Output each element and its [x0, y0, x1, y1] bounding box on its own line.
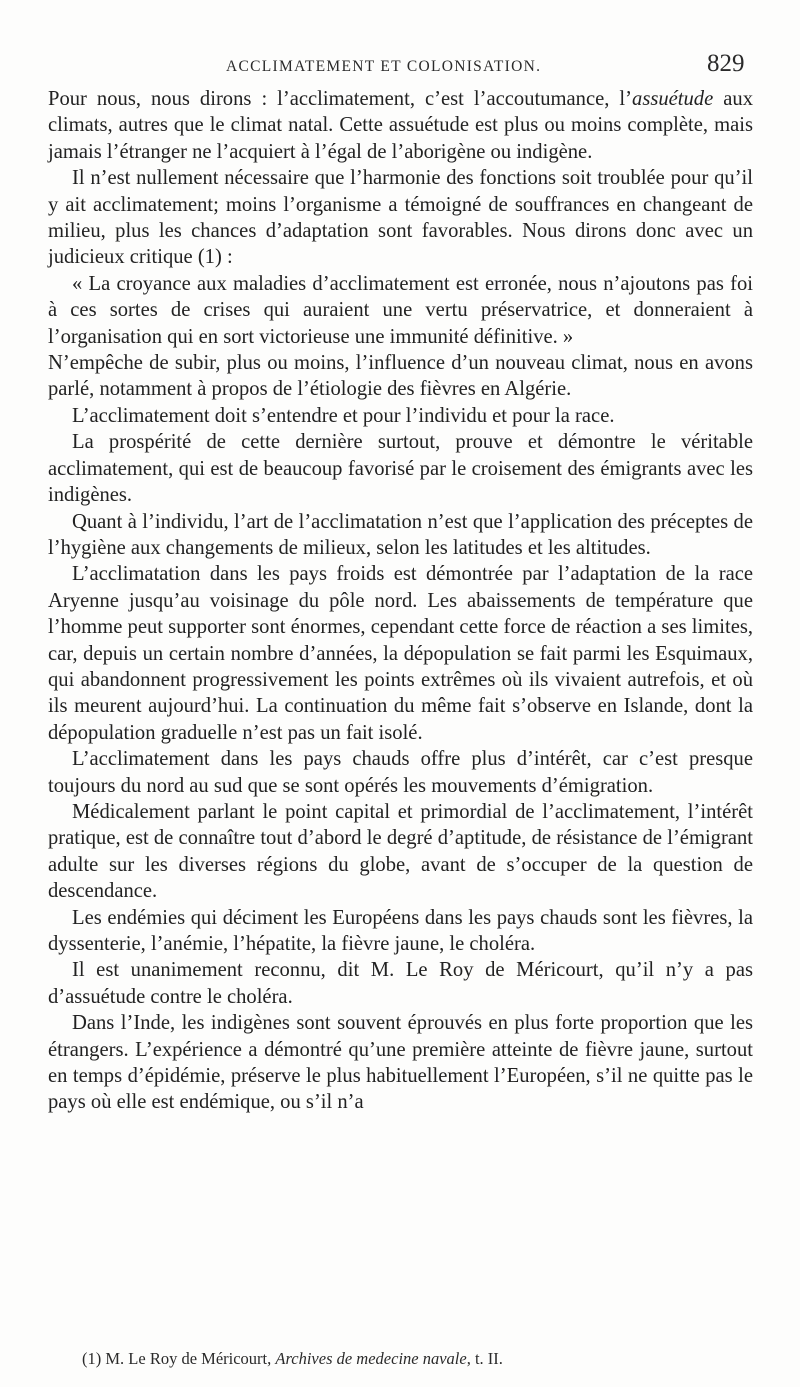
paragraph-2: Il n’est nullement nécessaire que l’harmonie des fonctions soit troublée pour qu’il y ait acclimatement; moins l’organisme a témoigné de souffrances en changeant de milieu, plus les chances d’adaptation sont favorables. Nous dirons donc avec un judicieux critique (1) : — [48, 167, 753, 269]
footnote-end: , t. II. — [466, 1349, 503, 1368]
paragraph-11: Les endémies qui déciment les Européens dans les pays chauds sont les fièvres, la dyssenterie, l’anémie, l’hépatite, la fièvre jaune, le choléra. — [48, 906, 753, 955]
paragraph-1 — [48, 86, 753, 165]
body-text — [48, 86, 753, 1116]
paragraph-9: L’acclimatement dans les pays chauds offre plus d’intérêt, car c’est presque toujours du nord au sud que se sont opérés les mouvements d’émigration. — [48, 748, 753, 797]
paragraph-8: L’acclimatation dans les pays froids est démontrée par l’adaptation de la race Aryenne jusqu’au voisinage du pôle nord. Les abaissements de température que l’homme peut supporter sont énormes, cependant cette force de réaction a ses limites, car, depuis un certain nombre d’années, la dépopulation se fait parmi les Esquimaux, qui abandonnent progressivement les points extrêmes où ils vivaient autrefois, et où ils meurent aujourd’hui. La continuation du même fait s’observe en Islande, dont la dépopulation graduelle n’est pas un fait isolé. — [48, 563, 753, 744]
paragraph-1-end: aux climats, autres que le climat natal. Cette assuétude est plus ou moins complète, mais jamais l’étranger ne l’acquiert à l’égal de l’aborigène ou indigène. — [48, 88, 753, 163]
page-number: 829 — [707, 50, 745, 77]
paragraph-3-quote: « La croyance aux maladies d’acclimatement est erronée, nous n’ajoutons pas foi à ces sortes de crises qui auraient une vertu préservatrice, et donneraient à l’organisation qui en sort victorieuse une immunité définitive. » — [48, 272, 753, 348]
assuetude-term: assuétude — [632, 88, 714, 110]
paragraph-6: La prospérité de cette dernière surtout, prouve et démontre le véritable acclimatement, qui est de beaucoup favorisé par le croisement des émigrants avec les indigènes. — [48, 431, 753, 507]
paragraph-7: Quant à l’individu, l’art de l’acclimatation n’est que l’application des préceptes de l’hygiène aux changements de milieux, selon les latitudes et les altitudes. — [48, 510, 753, 559]
paragraph-4: N’empêche de subir, plus ou moins, l’influence d’un nouveau climat, nous en avons parlé, notamment à propos de l’étiologie des fièvres en Algérie. — [48, 352, 753, 401]
running-head: ACCLIMATEMENT ET COLONISATION. — [226, 58, 542, 75]
paragraph-1-start: Pour nous, nous dirons : l’acclimatement, c’est l’accoutumance, l’ — [48, 88, 633, 110]
paragraph-10: Médicalement parlant le point capital et primordial de l’acclimatement, l’intérêt pratique, est de connaître tout d’abord le degré d’aptitude, de résistance de l’émigrant adulte sur les diverses régions du globe, avant de s’occuper de la question de descendance. — [48, 800, 753, 903]
paragraph-13: Dans l’Inde, les indigènes sont souvent éprouvés en plus forte proportion que les étrangers. L’expérience a démontré qu’une première atteinte de fièvre jaune, surtout en temps d’épidémie, préserve le plus habituellement l’Européen, s’il ne quitte pas le pays où elle est endémique, ou s’il n’a — [48, 1012, 753, 1114]
paragraph-5: L’acclimatement doit s’entendre et pour l’individu et pour la race. — [72, 404, 615, 427]
footnote-start: (1) M. Le Roy de Méricourt, — [82, 1349, 276, 1368]
paragraph-12: Il est unanimement reconnu, dit M. Le Roy de Méricourt, qu’il n’y a pas d’assuétude contre le choléra. — [48, 959, 753, 1008]
footnote-journal-title: Archives de medecine navale — [275, 1349, 467, 1368]
footnote — [82, 1349, 752, 1369]
